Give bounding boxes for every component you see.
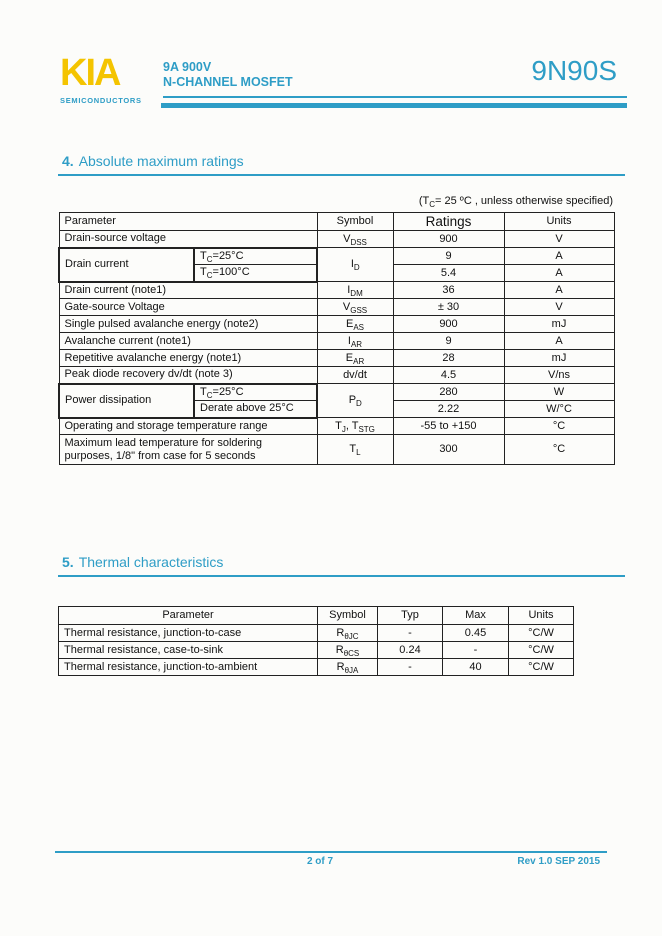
rating-cell: 900 [393,231,504,248]
rating-cell: 36 [393,282,504,299]
param-cell: Peak diode recovery dv/dt (note 3) [59,367,317,384]
logo-wordmark: KIA [60,52,120,94]
unit-cell: A [504,248,614,265]
symbol-cell: $T_J$, $T_{STG}$ [317,418,393,435]
condition-cell: Derate above 25°C [194,401,317,418]
rating-cell: 28 [393,350,504,367]
section4-number: 4. [62,153,74,169]
param-cell: Repetitive avalanche energy (note1) [59,350,317,367]
table-row [59,282,614,299]
section5-heading [62,554,223,570]
rating-cell: 9 [393,333,504,350]
table-row [59,659,574,676]
table-row [59,299,614,316]
unit-cell: mJ [504,350,614,367]
header-units: Units [504,213,614,231]
max-cell: 0.45 [443,625,509,642]
param-cell: Thermal resistance, case-to-sink [59,642,318,659]
header-rule-thick [161,103,627,108]
unit-cell: °C [504,435,614,465]
rating-cell: 300 [393,435,504,465]
table-row [59,350,614,367]
header-rule-thin [163,96,627,98]
param-cell: Power dissipation [59,384,194,418]
rating-cell: 4.5 [393,367,504,384]
symbol-cell: $I_{AR}$ [317,333,393,350]
section5-title: Thermal characteristics [78,554,224,570]
unit-cell: A [504,282,614,299]
table-header-row [59,607,574,625]
section5-rule [58,575,625,577]
rating-cell: 5.4 [393,265,504,282]
unit-cell: W/°C [504,401,614,418]
table-row [59,418,614,435]
param-cell: Operating and storage temperature range [59,418,317,435]
param-cell: Drain-source voltage [59,231,317,248]
part-number: 9N90S [531,55,617,86]
symbol-cell: $E_{AS}$ [317,316,393,333]
typ-cell: - [378,659,443,676]
table-row [59,231,614,248]
typ-cell: 0.24 [378,642,443,659]
max-cell: - [443,642,509,659]
unit-cell: mJ [504,316,614,333]
symbol-cell: $P_D$ [317,384,393,418]
header-parameter: Parameter [59,213,317,231]
symbol-cell: $V_{DSS}$ [317,231,393,248]
table-row [59,316,614,333]
param-cell: Drain current (note1) [59,282,317,299]
header-parameter: Parameter [59,607,318,625]
header-ratings: Ratings [393,213,504,231]
symbol-cell: $I_{DM}$ [317,282,393,299]
param-cell: Drain current [59,248,194,282]
unit-cell: °C/W [509,642,574,659]
page-number: 2 of 7 [306,856,334,867]
unit-cell: W [504,384,614,401]
subtitle-rating-line: 9A 900V [163,60,212,74]
param-cell: Gate-source Voltage [59,299,317,316]
symbol-cell: $R_{\theta JC}$ [318,625,378,642]
table-row [59,642,574,659]
param-cell: Single pulsed avalanche energy (note2) [59,316,317,333]
rating-cell: -55 to +150 [393,418,504,435]
typ-cell: - [378,625,443,642]
symbol-cell: $R_{\theta JA}$ [318,659,378,676]
absolute-maximum-ratings-table [58,212,615,465]
rating-cell: 900 [393,316,504,333]
param-cell: Avalanche current (note1) [59,333,317,350]
symbol-cell: $T_L$ [317,435,393,465]
param-cell: Thermal resistance, junction-to-case [59,625,318,642]
symbol-cell: $E_{AR}$ [317,350,393,367]
param-cell: Maximum lead temperature for soldering purposes, 1/8" from case for 5 seconds [59,435,317,465]
rating-cell: 280 [393,384,504,401]
unit-cell: V [504,231,614,248]
table-row [59,435,614,465]
table-row [59,384,614,401]
section4-heading [62,153,244,169]
footer-rule [55,851,607,853]
unit-cell: A [504,333,614,350]
header-units: Units [509,607,574,625]
revision-label: Rev 1.0 SEP 2015 [517,856,600,867]
condition-cell: $T_C=25^\circ C$ [194,384,317,401]
table-row [59,367,614,384]
thermal-characteristics-table [58,606,574,676]
table-row [59,625,574,642]
section4-rule [58,174,625,176]
header-max: Max [443,607,509,625]
symbol-cell: $I_D$ [317,248,393,282]
subtitle-type-line: N-CHANNEL MOSFET [163,75,293,89]
max-cell: 40 [443,659,509,676]
section5-number: 5. [62,554,74,570]
logo-subtext: SEMICONDUCTORS [60,96,142,105]
company-logo [60,54,142,105]
unit-cell: V/ns [504,367,614,384]
unit-cell: A [504,265,614,282]
header-typ: Typ [378,607,443,625]
symbol-cell: $V_{GSS}$ [317,299,393,316]
unit-cell: °C/W [509,625,574,642]
rating-cell: 9 [393,248,504,265]
product-subtitle [163,60,293,90]
unit-cell: °C [504,418,614,435]
symbol-cell: dv/dt [317,367,393,384]
table-header-row [59,213,614,231]
condition-note: ($T_C= 25$ ºC , unless otherwise specified) [418,195,613,209]
unit-cell: V [504,299,614,316]
rating-cell: 2.22 [393,401,504,418]
section4-title: Absolute maximum ratings [78,153,244,169]
table-row [59,333,614,350]
unit-cell: °C/W [509,659,574,676]
symbol-cell: $R_{\theta CS}$ [318,642,378,659]
param-cell: Thermal resistance, junction-to-ambient [59,659,318,676]
header-symbol: Symbol [317,213,393,231]
table-row [59,248,614,265]
condition-cell: $T_C=25^\circ C$ [194,248,317,265]
condition-cell: $T_C=100^\circ C$ [194,265,317,282]
rating-cell: ± 30 [393,299,504,316]
header-symbol: Symbol [318,607,378,625]
